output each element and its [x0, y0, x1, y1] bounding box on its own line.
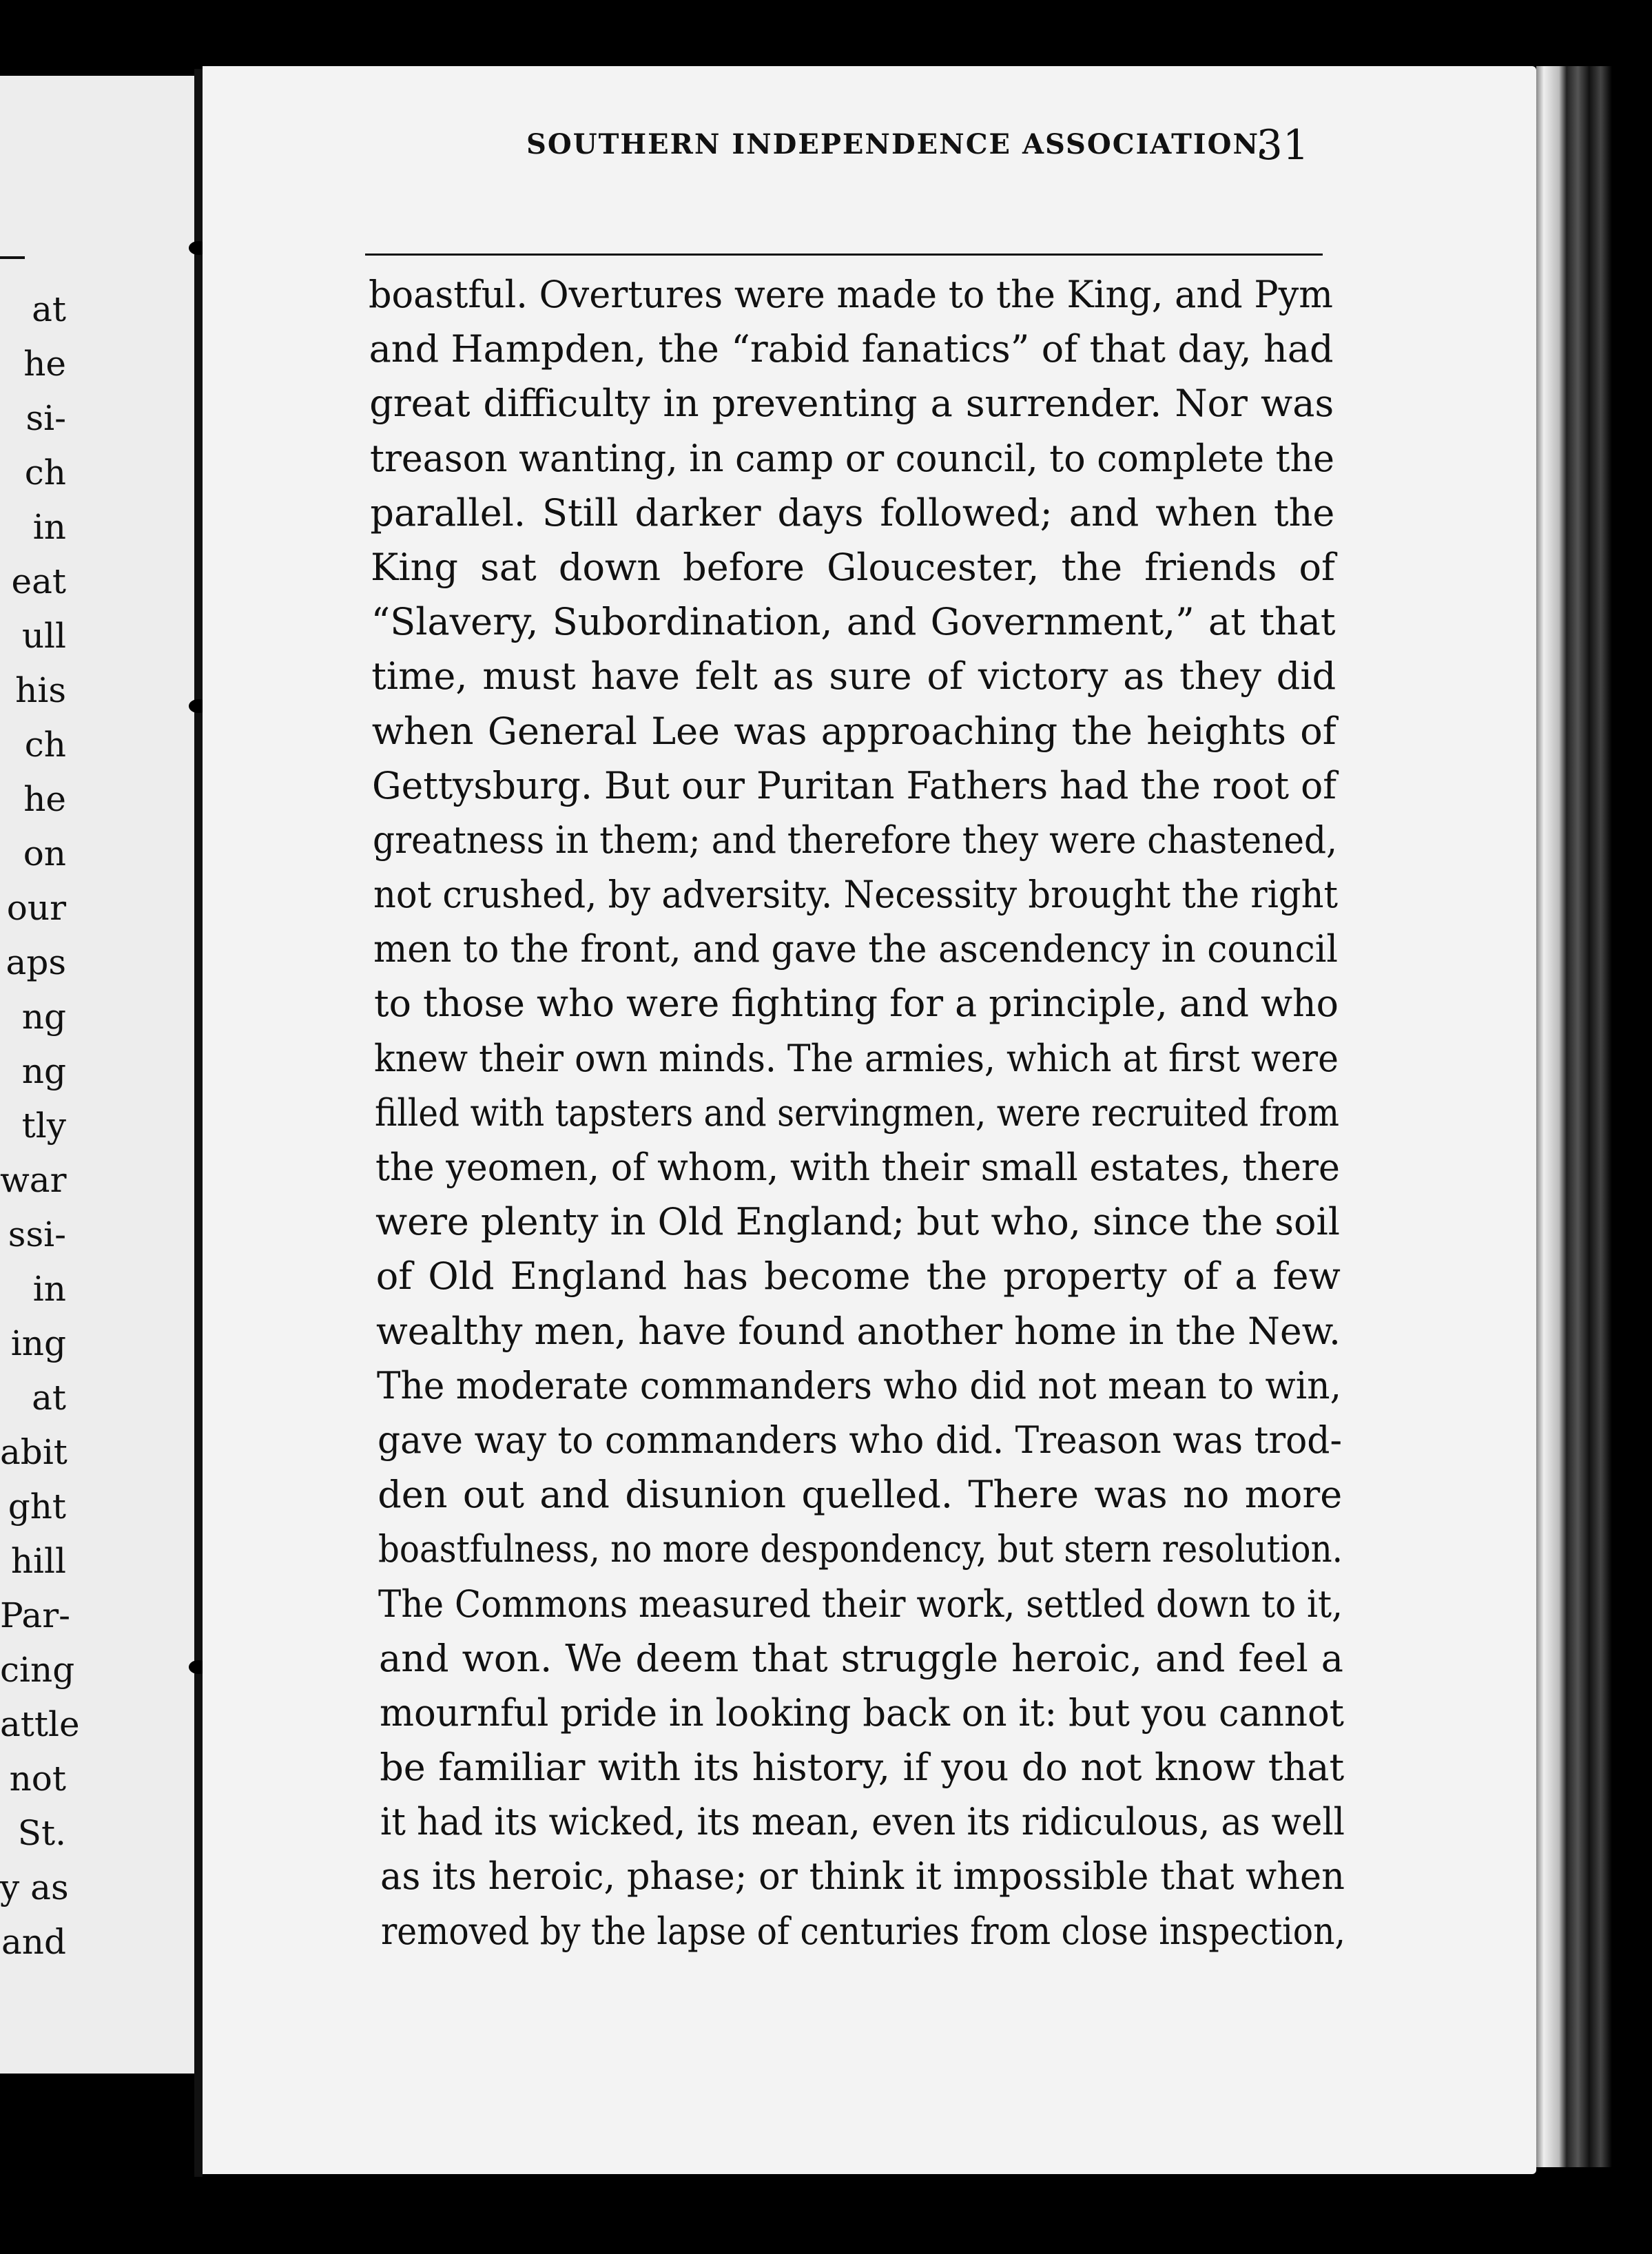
text-line-content: great difficulty in preventing a surrender. Nor was	[369, 382, 1334, 426]
text-line	[372, 758, 1371, 813]
text-line-content: wealthy men, have found another home in the New.	[376, 1309, 1341, 1353]
text-line	[370, 486, 1371, 540]
facing-page-line: ssi-	[8, 1214, 66, 1254]
text-line	[378, 1577, 1371, 1631]
text-line-content: King sat down before Gloucester, the friends of	[371, 545, 1335, 589]
text-line-content: knew their own minds. The armies, which at first were	[374, 1036, 1339, 1080]
text-line	[380, 1686, 1371, 1740]
text-line-content: be familiar with its history, if you do not know that	[380, 1746, 1345, 1790]
text-line-content: boastful. Overtures were made to the King, and Pym	[369, 273, 1333, 316]
text-line-content: The Commons measured their work, settled down to it,	[378, 1582, 1343, 1626]
text-line-content: parallel. Still darker days followed; and when the	[370, 490, 1335, 535]
text-line	[371, 649, 1371, 703]
text-line	[378, 1467, 1371, 1522]
text-line-content: removed by the lapse of centuries from close inspection,	[381, 1909, 1345, 1953]
text-line-content: den out and disunion quelled. There was no more	[378, 1473, 1343, 1517]
facing-page-line: he	[23, 779, 66, 819]
text-line-content: when General Lee was approaching the heights of	[371, 709, 1336, 753]
text-line	[376, 1249, 1371, 1303]
facing-page-line: ng	[21, 1051, 66, 1091]
text-line	[371, 594, 1371, 649]
text-line-content: were plenty in Old England; but who, since the soil	[375, 1200, 1341, 1244]
text-line-content: treason wanting, in camp or council, to complete the	[369, 436, 1334, 480]
text-line	[375, 1195, 1371, 1249]
text-line	[378, 1413, 1371, 1467]
facing-page-line: Par-	[0, 1595, 71, 1635]
text-line-content: Gettysburg. But our Puritan Fathers had the root of	[372, 763, 1337, 807]
text-line	[369, 267, 1371, 322]
page-edges	[1536, 66, 1612, 2167]
text-line-content: boastfulness, no more despondency, but stern resolution.	[378, 1527, 1343, 1571]
text-line	[372, 704, 1371, 758]
text-line-content: gave way to commanders who did. Treason was trod-	[377, 1418, 1342, 1462]
text-line-content: of Old England has become the property of a few	[375, 1254, 1341, 1299]
running-head	[324, 121, 1309, 183]
text-line-content: as its heroic, phase; or think it impossible that when	[380, 1854, 1345, 1899]
text-line	[371, 540, 1371, 594]
text-line	[380, 1795, 1371, 1849]
page-number: 31	[1256, 121, 1309, 169]
facing-page-line: hill	[10, 1541, 66, 1581]
text-line	[374, 976, 1371, 1031]
facing-page-line: in	[32, 1269, 66, 1309]
facing-page-rule	[0, 256, 25, 259]
facing-page-line: abit	[0, 1432, 68, 1472]
facing-page-line: ch	[24, 725, 66, 765]
text-line	[374, 1031, 1371, 1086]
text-line	[373, 922, 1371, 976]
text-line-content: not crushed, by adversity. Necessity brought the right	[373, 873, 1338, 917]
facing-page-line: ng	[21, 997, 66, 1037]
text-line-content: time, must have felt as sure of victory as they did	[371, 654, 1336, 699]
facing-page-line: cing	[0, 1650, 75, 1690]
facing-page-line: on	[23, 834, 66, 873]
text-line-content: and won. We deem that struggle heroic, and feel a	[379, 1636, 1343, 1680]
text-line	[369, 322, 1371, 376]
text-line-content: and Hampden, the “rabid fanatics” of that day, had	[369, 327, 1334, 371]
text-line-content: The moderate commanders who did not mean to win,	[377, 1363, 1341, 1407]
text-line-content: it had its wicked, its mean, even its ridiculous, as well	[380, 1800, 1345, 1844]
facing-page-line: ing	[10, 1323, 66, 1363]
text-line	[370, 431, 1371, 486]
facing-page-line: in	[32, 507, 66, 547]
text-line	[377, 1358, 1371, 1413]
facing-page-line: at	[32, 289, 66, 329]
text-line	[380, 1740, 1371, 1795]
facing-page-line: tly	[21, 1106, 66, 1146]
header-rule	[365, 254, 1323, 256]
text-line-content: mournful pride in looking back on it: but you cannot	[379, 1690, 1344, 1735]
body-text	[369, 267, 1371, 1958]
facing-page-line: war	[0, 1160, 67, 1200]
facing-page-line: ull	[21, 616, 66, 656]
text-line-content: the yeomen, of whom, with their small estates, there	[375, 1146, 1340, 1189]
text-line	[369, 376, 1371, 431]
facing-page-line: si-	[25, 398, 66, 438]
running-title: SOUTHERN INDEPENDENCE ASSOCIATION.	[526, 128, 1269, 161]
facing-page-line: y as	[0, 1868, 69, 1907]
facing-page-line: he	[23, 344, 66, 384]
book-gutter	[194, 69, 203, 2177]
text-line	[375, 1140, 1371, 1195]
facing-page-line: ch	[24, 453, 66, 493]
text-line-content: “Slavery, Subordination, and Government,” at that	[371, 600, 1336, 644]
facing-page-line: and	[1, 1922, 66, 1962]
facing-page-line: attle	[0, 1704, 80, 1744]
text-line-content: greatness in them; and therefore they were chastened,	[373, 818, 1337, 862]
text-line-content: filled with tapsters and servingmen, were recruited from	[375, 1090, 1339, 1135]
text-line	[375, 1086, 1371, 1140]
facing-page-line: our	[6, 888, 66, 928]
facing-page-line: aps	[6, 942, 66, 982]
text-line	[379, 1631, 1371, 1686]
text-line	[380, 1849, 1371, 1903]
facing-page-line: not	[9, 1759, 66, 1799]
text-line	[373, 813, 1371, 867]
facing-page-line: his	[15, 670, 66, 710]
facing-page-line: St.	[17, 1813, 66, 1853]
facing-page-text	[0, 282, 194, 1969]
text-line	[376, 1304, 1371, 1358]
text-line-content: to those who were fighting for a principle, and who	[373, 982, 1339, 1026]
facing-page-line: at	[32, 1378, 66, 1418]
text-line	[378, 1522, 1371, 1576]
facing-page	[0, 76, 197, 2074]
text-line-content: men to the front, and gave the ascendency in council	[373, 927, 1339, 971]
facing-page-line: ght	[8, 1487, 66, 1527]
text-line	[373, 867, 1371, 922]
facing-page-line: eat	[11, 561, 66, 601]
text-line	[381, 1904, 1371, 1958]
